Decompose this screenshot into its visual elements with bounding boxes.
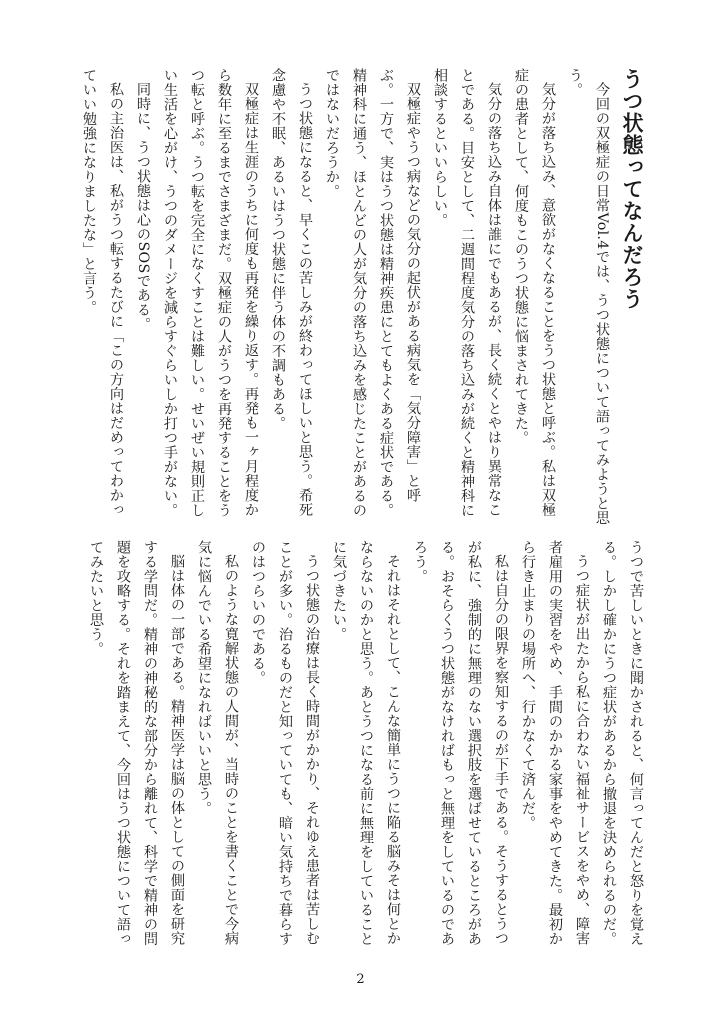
- paragraph: うつ状態の治療は長く時間がかかり、それゆえ患者は苦しむことが多い。治るものだと知っていても、暗い気持ちで暮らすのはつらいのである。: [250, 540, 320, 946]
- paragraph: 双極症は生涯のうちに何度も再発を繰り返す。再発も一ヶ月程度から数年に至るまでさまざまだ。双極症の人がうつを再発することをうつ転と呼ぶ。うつ転を完全になくすことは難しい。せいぜい規則正しい生活を心がけ、うつのダメージを減らすぐらいしか打つ手がない。: [162, 68, 259, 518]
- paragraph: 今回の双極症の日常Vol.4では、うつ状態について語ってみようと思う。: [567, 68, 610, 526]
- paragraph: 同時に、うつ状態は心のSOSである。: [135, 82, 151, 332]
- paragraph: うつ症状が出たから私に合わない福祉サービスをやめ、障害者雇用の実習をやめ、手間のかかる家事をやめてきた。最初から行き止まりの場所へ、行かなくて済んだ。: [520, 540, 590, 946]
- paragraph: 私のような寛解状態の人間が、当時のことを書くことで今病気に悩んでいる希望になればいいと思う。: [196, 540, 239, 946]
- paragraph: 私の主治医は、私がうつ転するたびに「この方向はだめってわかっていい勉強になりましたな」と言う。: [81, 68, 124, 518]
- paragraph: 双極症やうつ病などの気分の起伏がある病気を「気分障害」と呼ぶ。一方で、実はうつ状態は精神疾患にとてもよくある症状である。精神科に通う、ほとんどの人が気分の落ち込みを感じたことがあるのではないだろうか。: [324, 68, 421, 518]
- paragraph: それはそれとして、こんな簡単にうつに陥る脳みそは何とかならないのかと思う。あとうつになる前に無理をしていることに気づきたい。: [331, 540, 401, 946]
- paragraph: うつで苦しいときに聞かされると、何言ってんだと怒りを覚える。しかし確かにうつ症状があるから撤退を決められるのだ。: [601, 540, 644, 946]
- paragraph: 脳は体の一部である。精神医学は脳の体としての側面を研究する学問だ。精神の神秘的な部分から離れて、科学で精神の問題を攻略する。それを踏まえて、今回はうつ状態について語ってみたいと思う。: [88, 540, 185, 946]
- paragraph: うつ状態になると、早くこの苦しみが終わってほしいと思う。希死念慮や不眠、あるいはうつ状態に伴う体の不調もある。: [270, 68, 313, 518]
- paragraph: 私は自分の限界を察知するのが下手である。そうするとうつが私に、強制的に無理のない選択肢を選ばせているところがある。おそらくうつ状態がなければもっと無理をしているのであろう。: [412, 540, 509, 946]
- upper-text-block: [75, 68, 649, 528]
- page-number: 2: [356, 972, 365, 987]
- paragraph: 気分が落ち込み、意欲がなくなることをうつ状態と呼ぶ。私は双極症の患者として、何度もこのうつ状態に悩まされてきた。: [513, 68, 556, 518]
- lower-text-block: [82, 540, 649, 960]
- article-title: うつ状態ってなんだろう: [620, 68, 644, 310]
- paragraph: 気分の落ち込み自体は誰にでもあるが、長く続くとやはり異常なことである。目安として、二週間程度気分の落ち込みが続くと精神科に相談するといいらしい。: [432, 68, 502, 518]
